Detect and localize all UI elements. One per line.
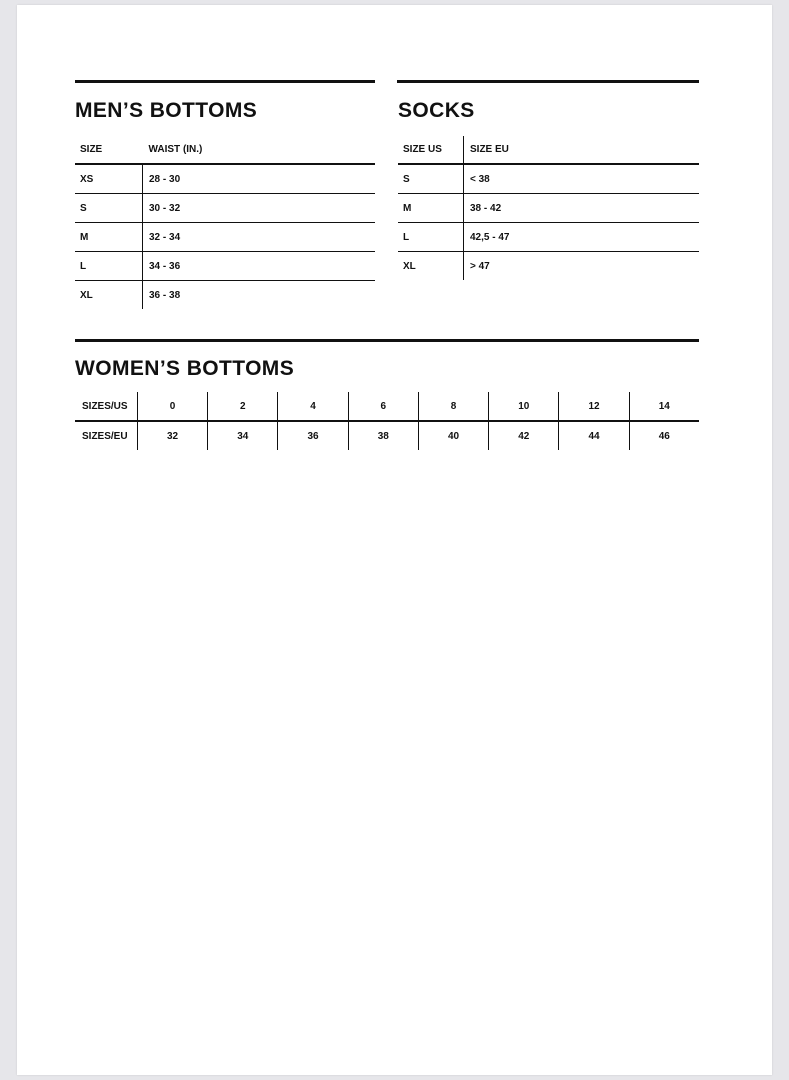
womens-bottoms-title: WOMEN’S BOTTOMS — [75, 357, 295, 380]
socks-top-rule — [397, 80, 699, 83]
socks-title: SOCKS — [398, 99, 475, 122]
mens-size-cell: L — [75, 252, 143, 281]
womens-us-cell: 10 — [489, 392, 559, 421]
womens-us-cell: 2 — [208, 392, 278, 421]
socks-header-eu: SIZE EU — [464, 136, 700, 164]
womens-us-cell: 14 — [629, 392, 699, 421]
socks-eu-cell: < 38 — [464, 164, 700, 194]
socks-header-row — [398, 136, 699, 164]
socks-us-cell: S — [398, 164, 464, 194]
mens-size-cell: S — [75, 194, 143, 223]
socks-eu-cell: > 47 — [464, 252, 700, 281]
mens-header-row — [75, 136, 375, 164]
womens-eu-cell: 36 — [278, 421, 348, 450]
mens-bottoms-title: MEN’S BOTTOMS — [75, 99, 258, 122]
table-row — [75, 281, 375, 310]
womens-top-rule — [75, 339, 699, 342]
socks-us-cell: M — [398, 194, 464, 223]
mens-waist-cell: 28 - 30 — [143, 164, 376, 194]
womens-eu-cell: 34 — [208, 421, 278, 450]
table-row — [75, 252, 375, 281]
mens-waist-cell: 32 - 34 — [143, 223, 376, 252]
mens-waist-cell: 36 - 38 — [143, 281, 376, 310]
mens-waist-cell: 34 - 36 — [143, 252, 376, 281]
table-row — [398, 252, 699, 281]
womens-eu-cell: 44 — [559, 421, 629, 450]
socks-eu-cell: 38 - 42 — [464, 194, 700, 223]
table-row — [398, 194, 699, 223]
womens-eu-cell: 38 — [348, 421, 418, 450]
womens-us-cell: 12 — [559, 392, 629, 421]
womens-eu-cell: 42 — [489, 421, 559, 450]
table-row — [75, 223, 375, 252]
womens-us-cell: 0 — [137, 392, 207, 421]
mens-size-table — [75, 136, 375, 309]
mens-header-waist: WAIST (IN.) — [143, 136, 376, 164]
womens-eu-row — [75, 421, 699, 450]
mens-top-rule — [75, 80, 375, 83]
table-row — [75, 164, 375, 194]
womens-us-cell: 8 — [418, 392, 488, 421]
socks-size-table — [398, 136, 699, 280]
mens-size-cell: M — [75, 223, 143, 252]
womens-us-cell: 6 — [348, 392, 418, 421]
socks-header-us: SIZE US — [398, 136, 464, 164]
womens-us-cell: 4 — [278, 392, 348, 421]
womens-eu-cell: 32 — [137, 421, 207, 450]
mens-size-cell: XS — [75, 164, 143, 194]
socks-eu-cell: 42,5 - 47 — [464, 223, 700, 252]
womens-us-row — [75, 392, 699, 421]
womens-eu-cell: 46 — [629, 421, 699, 450]
womens-us-label: SIZES/US — [75, 392, 137, 421]
mens-header-size: SIZE — [75, 136, 143, 164]
mens-waist-cell: 30 - 32 — [143, 194, 376, 223]
table-row — [398, 164, 699, 194]
table-row — [75, 194, 375, 223]
womens-eu-label: SIZES/EU — [82, 430, 128, 442]
womens-size-table — [75, 392, 699, 450]
mens-size-cell: XL — [80, 289, 93, 301]
table-row — [398, 223, 699, 252]
socks-us-cell: XL — [403, 260, 416, 272]
socks-us-cell: L — [398, 223, 464, 252]
womens-eu-cell: 40 — [418, 421, 488, 450]
size-chart-page — [17, 5, 772, 1075]
